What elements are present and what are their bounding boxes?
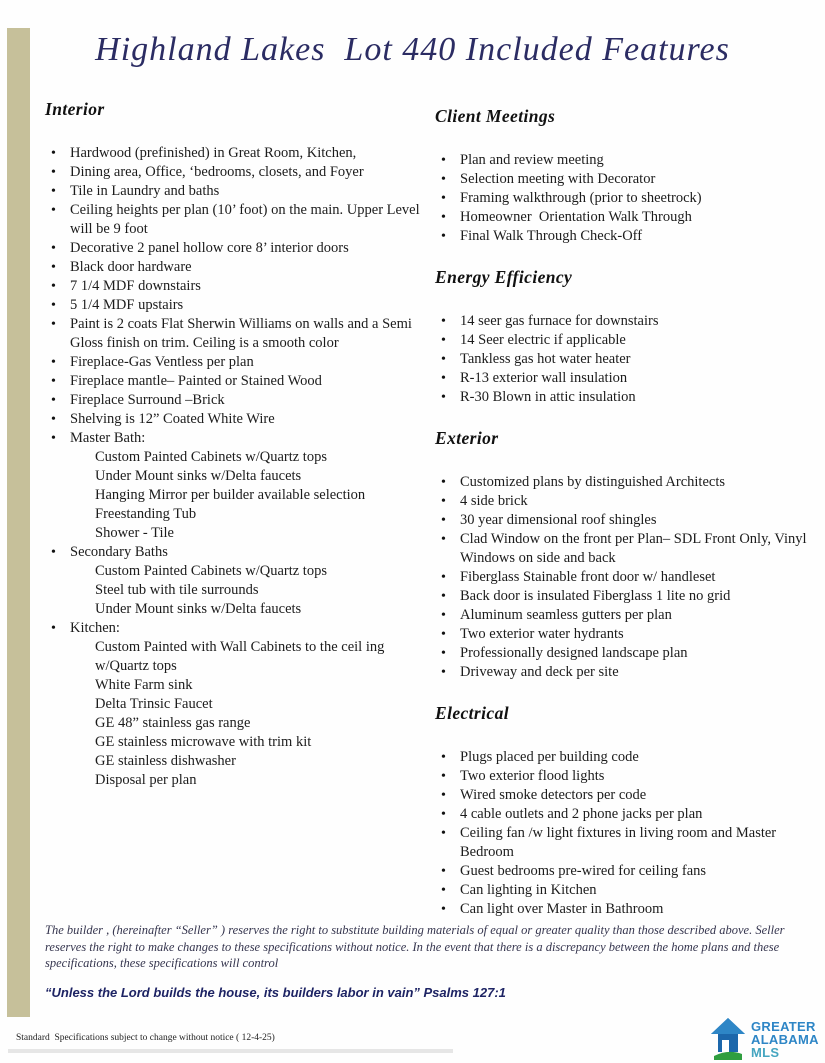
feature-item: • Paint is 2 coats Flat Sherwin Williams on walls and a Semi Gloss finish on trim. Ceiling is a smooth color [45, 315, 423, 353]
feature-item: • Clad Window on the front per Plan– SDL Front Only, Vinyl Windows on side and back [435, 530, 812, 568]
feature-subitem: Delta Trinsic Faucet [95, 696, 213, 712]
feature-item: • Secondary Baths [45, 543, 423, 562]
feature-item: • Can lighting in Kitchen [435, 881, 812, 900]
section-heading-interior: Interior [45, 99, 105, 119]
feature-item: • Fireplace mantle– Painted or Stained Wood [45, 372, 423, 391]
feature-item: • 7 1/4 MDF downstairs [45, 277, 423, 296]
feature-item: • Framing walkthrough (prior to sheetrock) [435, 189, 812, 208]
feature-item: • Customized plans by distinguished Architects [435, 473, 812, 492]
feature-item: • 30 year dimensional roof shingles [435, 511, 812, 530]
house-arrow-icon [709, 1017, 747, 1060]
feature-item: • Selection meeting with Decorator [435, 170, 812, 189]
section-electrical [435, 702, 812, 919]
section-interior [45, 98, 423, 790]
standard-specifications-note: Standard Specifications subject to change without notice ( 12-4-25) [16, 1033, 275, 1043]
scan-artifact [8, 1049, 453, 1053]
feature-subitem: White Farm sink [95, 677, 193, 693]
feature-item: • Two exterior flood lights [435, 767, 812, 786]
feature-subitem: Freestanding Tub [95, 506, 197, 522]
feature-item: • Plugs placed per building code [435, 748, 812, 767]
feature-subitem: GE 48” stainless gas range [95, 715, 251, 731]
feature-list-interior [45, 144, 423, 790]
feature-list-electrical [435, 748, 812, 919]
feature-item: • Fireplace-Gas Ventless per plan [45, 353, 423, 372]
feature-item: • 14 Seer electric if applicable [435, 331, 812, 350]
section-exterior [435, 427, 812, 682]
feature-item: • Fiberglass Stainable front door w/ handleset [435, 568, 812, 587]
feature-item: • Driveway and deck per site [435, 663, 812, 682]
logo-line-mls: MLS [751, 1045, 780, 1060]
scripture-verse: “Unless the Lord builds the house, its builders labor in vain” Psalms 127:1 [45, 985, 506, 1000]
feature-item: • Dining area, Office, ‘bedrooms, closets, and Foyer [45, 163, 423, 182]
feature-item: • Fireplace Surround –Brick [45, 391, 423, 410]
feature-item: • Ceiling fan /w light fixtures in living room and Master Bedroom [435, 824, 812, 862]
feature-item: • Black door hardware [45, 258, 423, 277]
feature-list-exterior [435, 473, 812, 682]
feature-subitem: Custom Painted Cabinets w/Quartz tops [95, 449, 327, 465]
feature-subitem: Under Mount sinks w/Delta faucets [95, 468, 302, 484]
section-energy-efficiency [435, 266, 812, 407]
feature-item: • Hardwood (prefinished) in Great Room, Kitchen, [45, 144, 423, 163]
feature-item: • Final Walk Through Check-Off [435, 227, 812, 246]
feature-item: • Kitchen: [45, 619, 423, 638]
feature-item: • Plan and review meeting [435, 151, 812, 170]
feature-item: • Wired smoke detectors per code [435, 786, 812, 805]
logo-text [751, 1017, 819, 1059]
feature-subitem: GE stainless microwave with trim kit [95, 734, 312, 750]
feature-item: • Tile in Laundry and baths [45, 182, 423, 201]
feature-item: • 4 cable outlets and 2 phone jacks per plan [435, 805, 812, 824]
feature-item: • Back door is insulated Fiberglass 1 lite no grid [435, 587, 812, 606]
logo-line-greater: GREATER [751, 1019, 816, 1034]
feature-subitem: Disposal per plan [95, 772, 197, 788]
feature-subitem: Hanging Mirror per builder available selection [95, 487, 366, 503]
feature-item: • Aluminum seamless gutters per plan [435, 606, 812, 625]
section-heading-client-meetings: Client Meetings [435, 106, 556, 126]
feature-item: • Shelving is 12” Coated White Wire [45, 410, 423, 429]
feature-item: • 5 1/4 MDF upstairs [45, 296, 423, 315]
feature-subitem: Custom Painted with Wall Cabinets to the ceil ing w/Quartz tops [95, 639, 388, 674]
feature-item: • 14 seer gas furnace for downstairs [435, 312, 812, 331]
feature-item: • Tankless gas hot water heater [435, 350, 812, 369]
feature-item: • Decorative 2 panel hollow core 8’ interior doors [45, 239, 423, 258]
feature-item: • Guest bedrooms pre-wired for ceiling fans [435, 862, 812, 881]
feature-item: • R-13 exterior wall insulation [435, 369, 812, 388]
feature-subitem: Under Mount sinks w/Delta faucets [95, 601, 302, 617]
greater-alabama-mls-logo [709, 1017, 819, 1060]
feature-list-client-meetings [435, 151, 812, 246]
feature-item: • Can light over Master in Bathroom [435, 900, 812, 919]
section-heading-energy-efficiency: Energy Efficiency [435, 267, 573, 287]
right-column [435, 98, 812, 919]
feature-item: • Ceiling heights per plan (10’ foot) on the main. Upper Level will be 9 foot [45, 201, 423, 239]
feature-item: • Master Bath: [45, 429, 423, 448]
feature-subitem: Steel tub with tile surrounds [95, 582, 259, 598]
page-title: Highland Lakes Lot 440 Included Features [95, 31, 730, 68]
feature-item: • R-30 Blown in attic insulation [435, 388, 812, 407]
feature-columns [45, 98, 812, 919]
section-heading-electrical: Electrical [435, 703, 509, 723]
feature-item: • Professionally designed landscape plan [435, 644, 812, 663]
section-heading-exterior: Exterior [435, 428, 499, 448]
section-client-meetings [435, 105, 812, 246]
feature-subitem: Shower - Tile [95, 525, 174, 541]
left-column [45, 98, 423, 919]
feature-item: • 4 side brick [435, 492, 812, 511]
feature-item: • Homeowner Orientation Walk Through [435, 208, 812, 227]
left-accent-bar [7, 28, 30, 1017]
logo-line-alabama: ALABAMA [751, 1032, 819, 1047]
feature-subitem: GE stainless dishwasher [95, 753, 236, 769]
feature-list-energy-efficiency [435, 312, 812, 407]
feature-item: • Two exterior water hydrants [435, 625, 812, 644]
builder-disclaimer: The builder , (hereinafter “Seller” ) reserves the right to substitute building materials of equal or greater quality than those described above. Seller reserves the right to make changes to these specifications without notice. In the event that there is a discrepancy between the home plans and these specifications, these specifications will control [45, 923, 785, 970]
feature-subitem: Custom Painted Cabinets w/Quartz tops [95, 563, 327, 579]
